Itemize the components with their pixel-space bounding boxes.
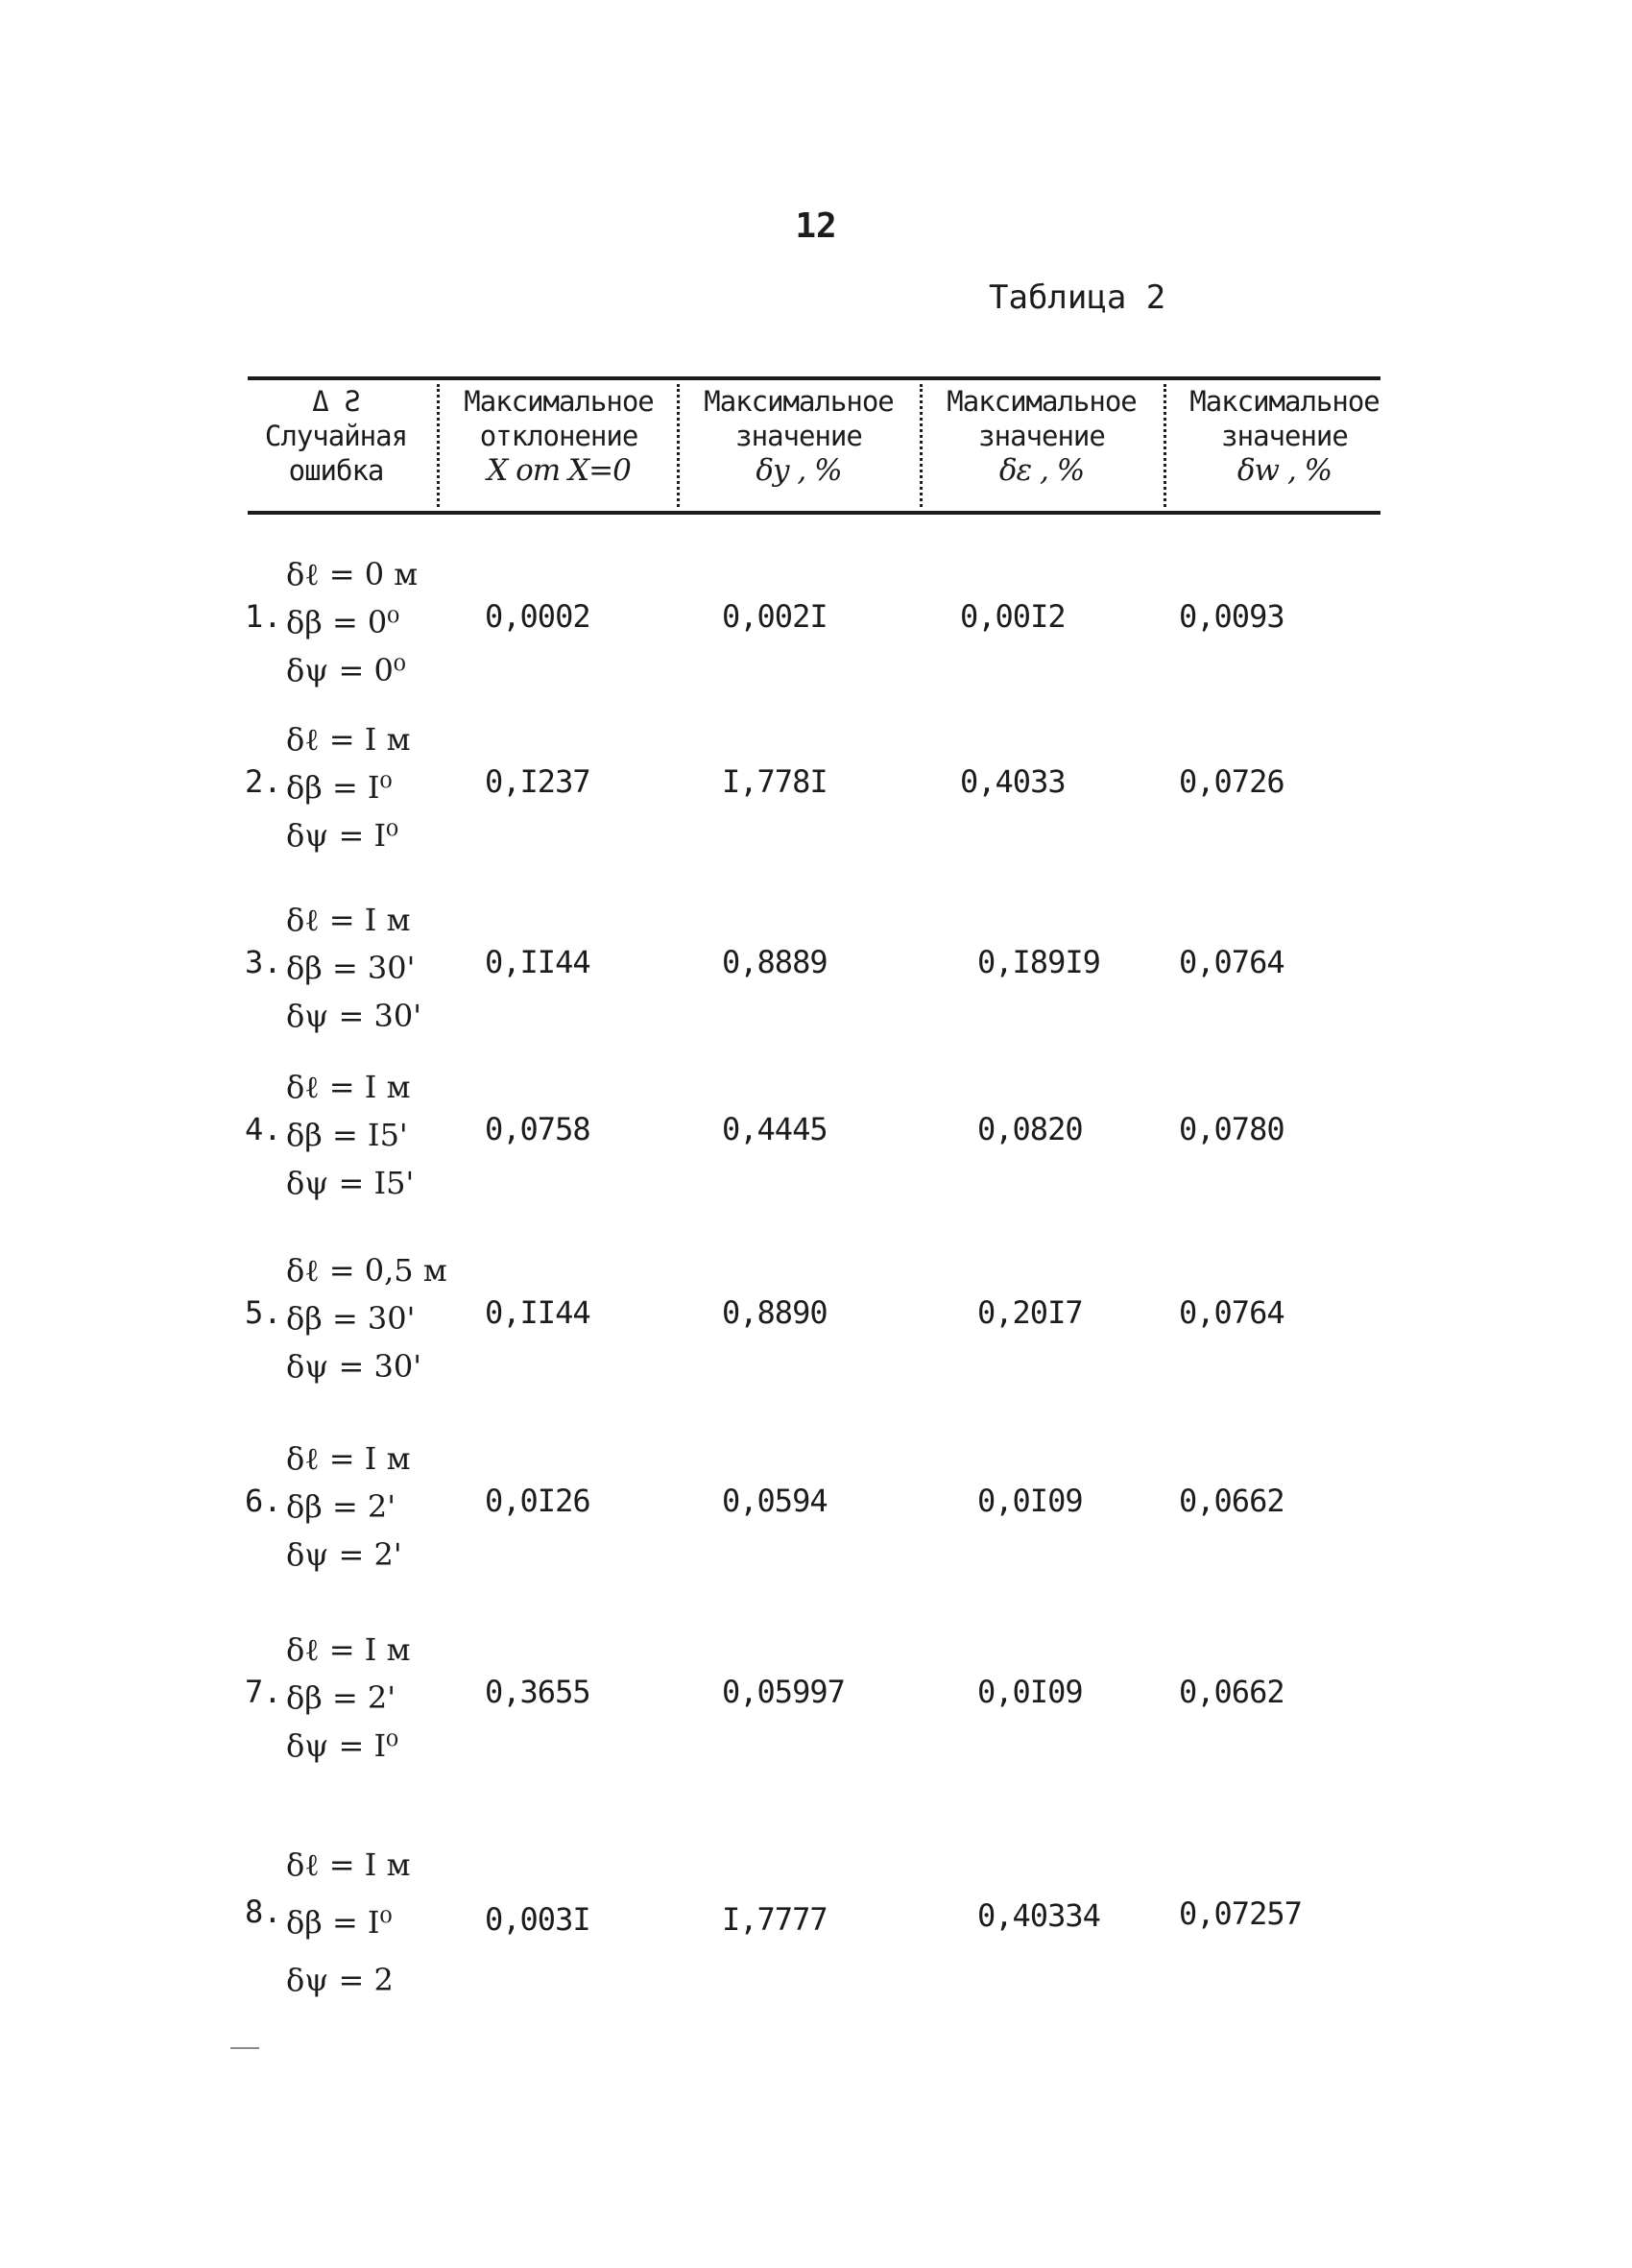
table-row bbox=[0, 896, 1632, 1040]
max-value-e: 0,00I2 bbox=[960, 598, 1066, 635]
max-value-e: 0,4033 bbox=[960, 763, 1066, 800]
header-max-value-e-line-3: δε , % bbox=[998, 453, 1085, 488]
header-random-error bbox=[240, 384, 432, 507]
row-number: 3. bbox=[245, 944, 282, 980]
max-value-y: 0,8890 bbox=[722, 1294, 828, 1331]
condition-dl: δℓ = I м bbox=[286, 721, 411, 758]
max-value-e: 0,20I7 bbox=[977, 1294, 1083, 1331]
row-conditions bbox=[286, 715, 410, 859]
header-max-value-w-line-1: Максимальное bbox=[1189, 385, 1380, 418]
table-row bbox=[0, 550, 1632, 694]
header-max-deviation-line-3: X от X=0 bbox=[487, 453, 631, 488]
table-caption: Таблица 2 bbox=[989, 278, 1166, 317]
max-deviation-value: 0,0I26 bbox=[485, 1483, 590, 1519]
condition-dl: δℓ = I м bbox=[286, 1069, 411, 1105]
header-max-value-w-line-2: значение bbox=[1221, 420, 1348, 452]
condition-dl: δℓ = I м bbox=[286, 902, 411, 938]
max-deviation-value: 0,II44 bbox=[485, 944, 590, 980]
max-value-e: 0,0I09 bbox=[977, 1674, 1083, 1710]
row-conditions bbox=[286, 550, 418, 694]
condition-dl: δℓ = I м bbox=[286, 1631, 411, 1668]
table-row bbox=[0, 1246, 1632, 1390]
condition-dpsi: δψ = 30' bbox=[286, 1348, 422, 1385]
page-number: 12 bbox=[795, 206, 837, 246]
header-separator bbox=[920, 384, 923, 507]
header-separator bbox=[437, 384, 440, 507]
header-max-value-y-line-3: δy , % bbox=[756, 453, 842, 488]
condition-dbeta: δβ = 2' bbox=[286, 1488, 396, 1525]
condition-dbeta: δβ = I⁰ bbox=[286, 769, 393, 806]
max-value-w: 0,0764 bbox=[1179, 1294, 1284, 1331]
header-max-value-e bbox=[926, 384, 1157, 507]
header-max-value-w-line-3: δw , % bbox=[1236, 453, 1332, 488]
condition-dbeta: δβ = I⁰ bbox=[286, 1904, 393, 1941]
header-random-error-line-1: Δ Ƨ bbox=[312, 385, 360, 418]
condition-dpsi: δψ = I5' bbox=[286, 1165, 415, 1201]
table-row bbox=[0, 715, 1632, 859]
max-value-w: 0,0093 bbox=[1179, 598, 1284, 635]
condition-dl: δℓ = 0,5 м bbox=[286, 1252, 447, 1289]
row-conditions bbox=[286, 896, 421, 1040]
row-number: 4. bbox=[245, 1111, 282, 1147]
header-separator bbox=[1164, 384, 1166, 507]
row-conditions bbox=[286, 1435, 410, 1579]
row-conditions bbox=[286, 1246, 447, 1390]
header-random-error-line-2: Случайная bbox=[264, 420, 408, 452]
table-row bbox=[0, 1836, 1632, 1998]
row-number: 7. bbox=[245, 1674, 282, 1710]
condition-dpsi: δψ = I⁰ bbox=[286, 1727, 398, 1764]
max-value-e: 0,0I09 bbox=[977, 1483, 1083, 1519]
condition-dbeta: δβ = 30' bbox=[286, 1300, 416, 1337]
header-max-value-e-line-2: значение bbox=[978, 420, 1105, 452]
max-value-w: 0,0764 bbox=[1179, 944, 1284, 980]
header-max-value-w bbox=[1169, 384, 1400, 507]
header-max-value-y bbox=[684, 384, 914, 507]
condition-dpsi: δψ = 2 bbox=[286, 1962, 394, 1998]
header-max-value-y-line-1: Максимальное bbox=[704, 385, 894, 418]
header-separator bbox=[677, 384, 680, 507]
max-value-w: 0,0662 bbox=[1179, 1483, 1284, 1519]
max-value-y: 0,4445 bbox=[722, 1111, 828, 1147]
row-conditions bbox=[286, 1836, 410, 2009]
max-deviation-value: 0,I237 bbox=[485, 763, 590, 800]
max-deviation-value: 0,3655 bbox=[485, 1674, 590, 1710]
condition-dpsi: δψ = 0⁰ bbox=[286, 652, 406, 688]
row-conditions bbox=[286, 1063, 414, 1207]
condition-dbeta: δβ = 30' bbox=[286, 950, 416, 986]
max-value-e: 0,I89I9 bbox=[977, 944, 1100, 980]
row-number: 6. bbox=[245, 1483, 282, 1519]
header-max-value-y-line-2: значение bbox=[735, 420, 862, 452]
condition-dbeta: δβ = 2' bbox=[286, 1679, 396, 1716]
max-value-e: 0,0820 bbox=[977, 1111, 1083, 1147]
max-value-y: 0,05997 bbox=[722, 1674, 845, 1710]
max-value-w: 0,0662 bbox=[1179, 1674, 1284, 1710]
table-row bbox=[0, 1063, 1632, 1207]
max-value-w: 0,07257 bbox=[1179, 1895, 1302, 1932]
condition-dpsi: δψ = 2' bbox=[286, 1536, 402, 1573]
max-deviation-value: 0,II44 bbox=[485, 1294, 590, 1331]
max-value-y: I,778I bbox=[722, 763, 828, 800]
max-value-e: 0,40334 bbox=[977, 1897, 1100, 1934]
max-deviation-value: 0,0002 bbox=[485, 598, 590, 635]
condition-dl: δℓ = I м bbox=[286, 1846, 411, 1883]
max-value-w: 0,0780 bbox=[1179, 1111, 1284, 1147]
max-value-w: 0,0726 bbox=[1179, 763, 1284, 800]
max-value-y: 0,8889 bbox=[722, 944, 828, 980]
condition-dbeta: δβ = I5' bbox=[286, 1117, 408, 1153]
row-number: 8. bbox=[245, 1894, 282, 1930]
max-value-y: I,7777 bbox=[722, 1901, 828, 1938]
header-max-deviation-line-1: Максимальное bbox=[464, 385, 654, 418]
header-max-value-e-line-1: Максимальное bbox=[947, 385, 1137, 418]
condition-dl: δℓ = 0 м bbox=[286, 556, 419, 592]
condition-dpsi: δψ = 30' bbox=[286, 998, 422, 1034]
table-row bbox=[0, 1626, 1632, 1770]
table-header-rule bbox=[248, 511, 1380, 515]
max-deviation-value: 0,003I bbox=[485, 1901, 590, 1938]
row-number: 1. bbox=[245, 598, 282, 635]
row-number: 5. bbox=[245, 1294, 282, 1331]
row-conditions bbox=[286, 1626, 410, 1770]
table-top-rule bbox=[248, 376, 1380, 380]
header-random-error-line-3: ошибка bbox=[288, 454, 384, 487]
max-value-y: 0,0594 bbox=[722, 1483, 828, 1519]
row-number: 2. bbox=[245, 763, 282, 800]
condition-dbeta: δβ = 0⁰ bbox=[286, 604, 400, 640]
max-deviation-value: 0,0758 bbox=[485, 1111, 590, 1147]
condition-dpsi: δψ = I⁰ bbox=[286, 817, 398, 854]
header-max-deviation-line-2: отклонение bbox=[479, 420, 638, 452]
scan-mark bbox=[230, 2047, 259, 2049]
max-value-y: 0,002I bbox=[722, 598, 828, 635]
table-row bbox=[0, 1435, 1632, 1579]
condition-dl: δℓ = I м bbox=[286, 1440, 411, 1477]
header-max-deviation bbox=[444, 384, 674, 507]
